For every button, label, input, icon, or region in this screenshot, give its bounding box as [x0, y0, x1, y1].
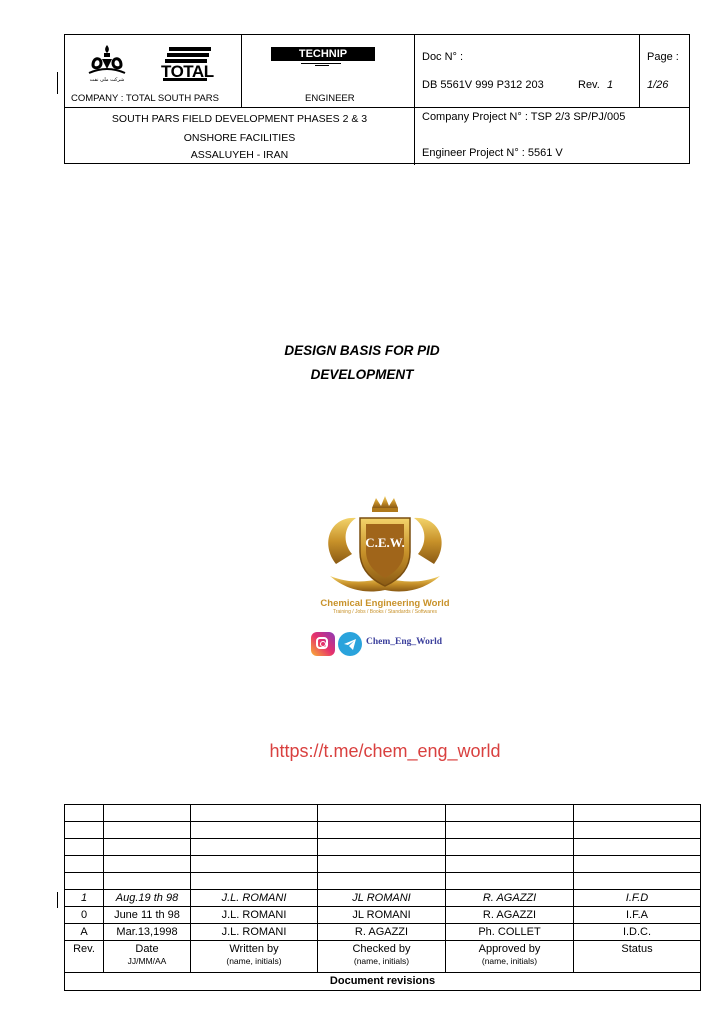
technip-logo-text: TECHNIP	[271, 47, 375, 61]
date-cell: Mar.13,1998	[104, 924, 191, 941]
project-facilities: ONSHORE FACILITIES	[183, 132, 296, 144]
checked-cell: JL ROMANI	[318, 890, 446, 907]
instagram-icon	[311, 632, 335, 656]
written-cell: J.L. ROMANI	[191, 890, 318, 907]
document-title-line2: DEVELOPMENT	[310, 367, 414, 382]
doc-number-label: Doc N° :	[422, 51, 464, 63]
cew-name: Chemical Engineering World	[320, 598, 450, 609]
col-header-date	[104, 941, 191, 973]
table-row	[65, 924, 701, 941]
approved-cell: Ph. COLLET	[446, 924, 574, 941]
table-footer-row	[65, 973, 701, 991]
col-header-written	[191, 941, 318, 973]
col-header-rev	[65, 941, 104, 973]
table-row	[65, 890, 701, 907]
document-title-line1: DESIGN BASIS FOR PID	[284, 343, 440, 358]
rev-cell: 0	[65, 907, 104, 924]
table-row	[65, 907, 701, 924]
nioc-logo	[85, 43, 129, 83]
date-cell: Aug.19 th 98	[104, 890, 191, 907]
document-revisions-caption: Document revisions	[65, 973, 701, 991]
revision-label: Rev.	[578, 79, 600, 91]
written-cell: J.L. ROMANI	[191, 924, 318, 941]
col-header-approved-sub: (name, initials)	[481, 956, 538, 966]
table-row-empty	[65, 805, 701, 822]
project-location: ASSALUYEH - IRAN	[190, 149, 289, 161]
revision-value: 1	[607, 79, 614, 91]
page-label: Page :	[647, 51, 679, 63]
col-header-checked-sub: (name, initials)	[353, 956, 410, 966]
col-header-status-label: Status	[621, 943, 653, 955]
revision-table	[64, 804, 701, 991]
col-header-status	[574, 941, 701, 973]
col-header-date-format: JJ/MM/AA	[127, 956, 167, 966]
checked-cell: JL ROMANI	[318, 907, 446, 924]
checked-cell: R. AGAZZI	[318, 924, 446, 941]
social-handle-text: Chem_Eng_World	[366, 637, 443, 647]
project-name: SOUTH PARS FIELD DEVELOPMENT PHASES 2 & 3	[111, 113, 368, 125]
total-logo-text: TOTAL	[161, 62, 214, 81]
revision-margin-bar	[57, 72, 58, 94]
status-cell: I.F.A	[574, 907, 701, 924]
col-header-checked-label: Checked by	[352, 943, 411, 955]
written-cell: J.L. ROMANI	[191, 907, 318, 924]
page-value: 1/26	[647, 79, 669, 91]
company-project-number: Company Project N° : TSP 2/3 SP/PJ/005	[422, 111, 626, 123]
table-row-empty	[65, 873, 701, 890]
svg-text:شرکت ملی نفت: شرکت ملی نفت	[89, 77, 125, 83]
col-header-checked	[318, 941, 446, 973]
total-logo	[161, 47, 213, 83]
company-label: COMPANY : TOTAL SOUTH PARS	[71, 93, 219, 104]
doc-number-value: DB 5561V 999 P312 203	[422, 79, 544, 91]
cew-emblem-text: C.E.W.	[365, 535, 405, 550]
status-cell: I.F.D	[574, 890, 701, 907]
technip-logo	[271, 47, 375, 67]
rev-cell: A	[65, 924, 104, 941]
approved-cell: R. AGAZZI	[446, 890, 574, 907]
engineer-project-number: Engineer Project N° : 5561 V	[422, 147, 563, 159]
title-block-header	[64, 34, 690, 164]
table-row-empty	[65, 839, 701, 856]
table-row-empty	[65, 856, 701, 873]
revision-margin-bar	[57, 892, 58, 908]
col-header-rev-label: Rev.	[73, 943, 95, 955]
engineer-label: ENGINEER	[305, 93, 355, 104]
cew-tagline: Training / Jobs / Books / Standards / Softwares	[332, 609, 438, 615]
col-header-written-sub: (name, initials)	[226, 956, 282, 966]
col-header-date-label: Date	[135, 943, 159, 955]
watermark-url[interactable]: https://t.me/chem_eng_world	[269, 741, 501, 761]
social-handle-row	[311, 632, 471, 656]
status-cell: I.D.C.	[574, 924, 701, 941]
cew-watermark	[316, 494, 454, 618]
rev-cell: 1	[65, 890, 104, 907]
table-row-empty	[65, 822, 701, 839]
approved-cell: R. AGAZZI	[446, 907, 574, 924]
col-header-written-label: Written by	[229, 943, 279, 955]
col-header-approved	[446, 941, 574, 973]
telegram-icon	[338, 632, 362, 656]
table-header-row	[65, 941, 701, 973]
col-header-approved-label: Approved by	[478, 943, 541, 955]
date-cell: June 11 th 98	[104, 907, 191, 924]
